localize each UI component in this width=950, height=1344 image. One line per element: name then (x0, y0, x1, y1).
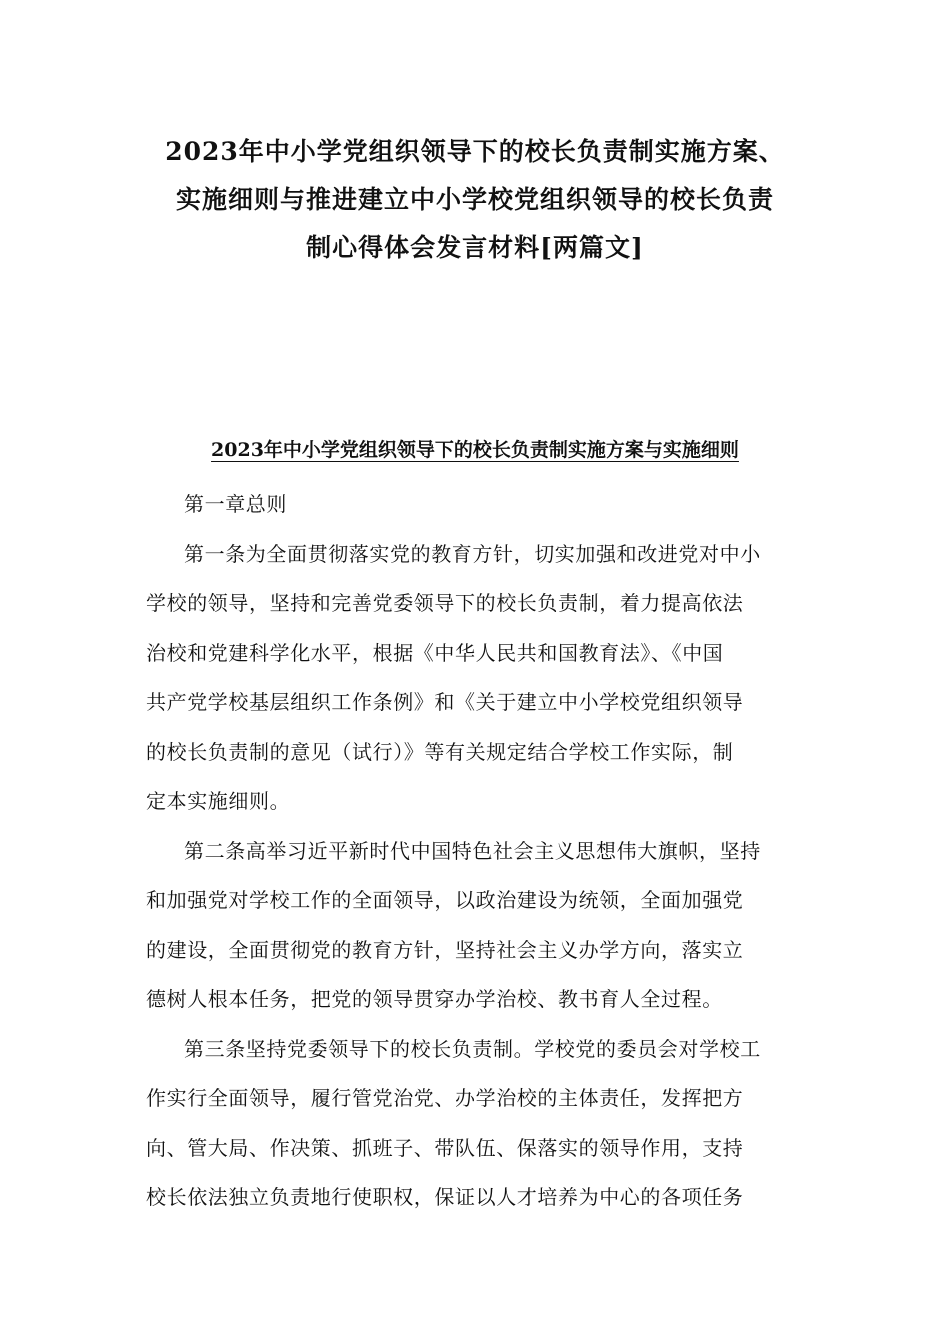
paragraph-line: 向、管大局、作决策、抓班子、带队伍、保落实的领导作用，支持 (146, 1135, 744, 1160)
document-title (130, 128, 820, 272)
body-text (146, 480, 806, 1223)
paragraph-line: 第一章总则 (184, 492, 287, 516)
paragraph-line: 第二条高举习近平新时代中国特色社会主义思想伟大旗帜，坚持 (184, 838, 761, 863)
paragraph-line: 定本实施细则。 (146, 789, 291, 813)
chapter-heading (146, 480, 806, 530)
paragraph-line: 治校和党建科学化水平，根据《中华人民共和国教育法》、《中国 (146, 640, 724, 665)
paragraph-line: 学校的领导，坚持和完善党委领导下的校长负责制，着力提高依法 (146, 591, 744, 615)
article-2-paragraph (146, 827, 806, 1025)
paragraph-line: 第一条为全面贯彻落实党的教育方针，切实加强和改进党对中小 (184, 541, 761, 566)
title-line-1: 2023年中小学党组织领导下的校长负责制实施方案、 (165, 137, 785, 166)
paragraph-line: 的校长负责制的意见（试行）》等有关规定结合学校工作实际，制 (146, 739, 734, 764)
paragraph-line: 的建设，全面贯彻党的教育方针，坚持社会主义办学方向，落实立 (146, 937, 744, 962)
section-title (100, 432, 850, 468)
section-title-text: 2023年中小学党组织领导下的校长负责制实施方案与实施细则 (211, 439, 739, 461)
article-1-paragraph (146, 530, 806, 827)
article-3-paragraph (146, 1025, 806, 1223)
paragraph-line: 德树人根本任务，把党的领导贯穿办学治校、教书育人全过程。 (146, 987, 723, 1011)
paragraph-line: 校长依法独立负责地行使职权，保证以人才培养为中心的各项任务 (146, 1185, 744, 1209)
paragraph-line: 共产党学校基层组织工作条例》和《关于建立中小学校党组织领导 (146, 690, 744, 714)
title-line-3: 制心得体会发言材料[两篇文] (306, 233, 644, 262)
paragraph-line: 作实行全面领导，履行管党治党、办学治校的主体责任，发挥把方 (146, 1086, 744, 1110)
title-line-2: 实施细则与推进建立中小学校党组织领导的校长负责 (175, 185, 774, 214)
paragraph-line: 第三条坚持党委领导下的校长负责制。学校党的委员会对学校工 (184, 1036, 761, 1061)
paragraph-line: 和加强党对学校工作的全面领导，以政治建设为统领，全面加强党 (146, 888, 744, 912)
